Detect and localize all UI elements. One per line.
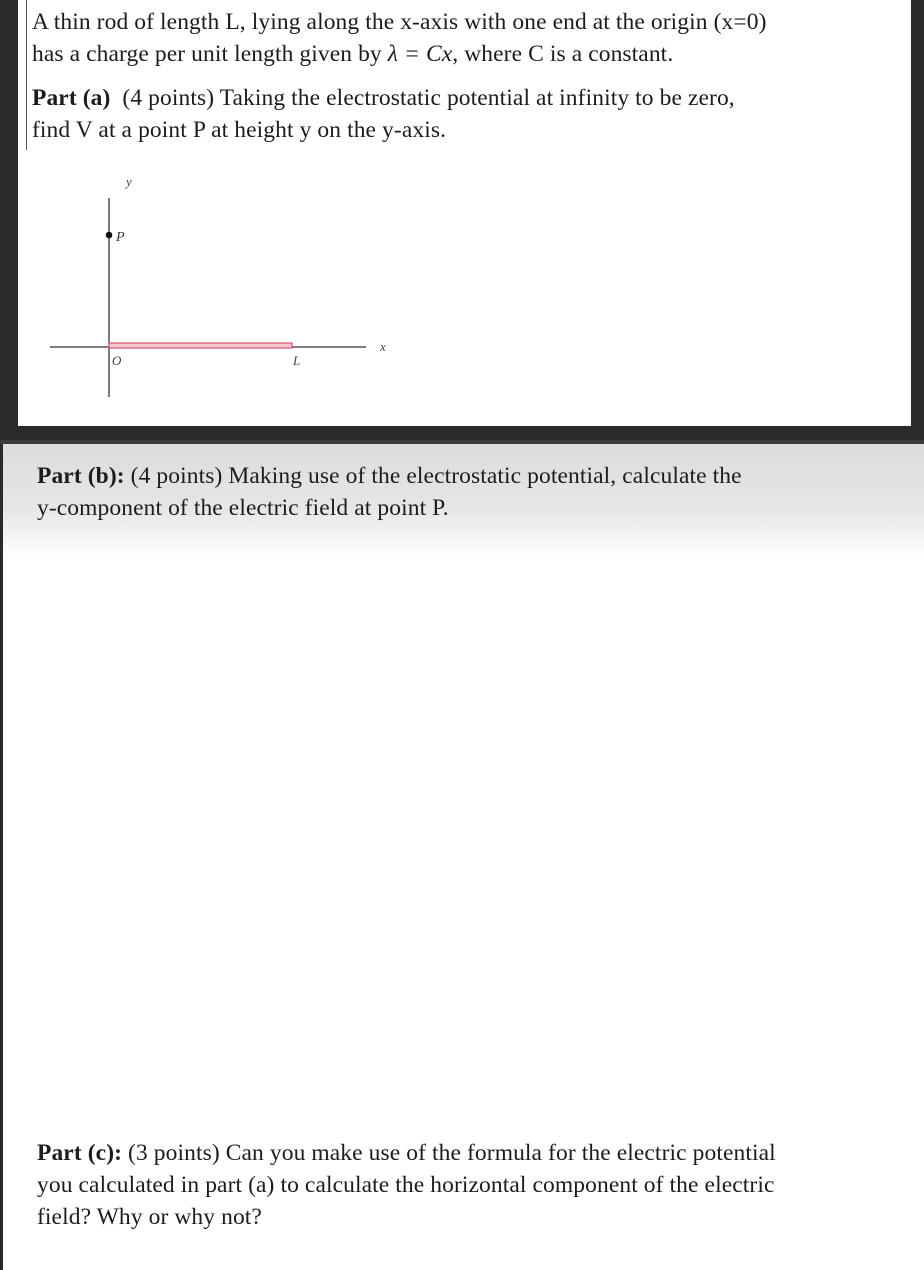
intro-line-2-text: has a charge per unit length given by — [32, 41, 388, 67]
charged-rod — [109, 343, 292, 348]
part-a-text: (4 points) Taking the electrostatic potential at infinity to be zero, — [122, 85, 735, 111]
part-c-question — [37, 1137, 776, 1233]
rod-diagram — [48, 170, 388, 405]
problem-panel-top — [18, 0, 911, 426]
panel-left-edge — [0, 444, 3, 1270]
intro-line-2 — [32, 38, 767, 70]
x-axis-label: x — [380, 339, 386, 354]
point-p-label: P — [116, 230, 125, 245]
part-b-line-2: y-component of the electric field at point P. — [37, 495, 449, 521]
part-c-line-1 — [37, 1137, 776, 1169]
intro-line-2-tail: , where C is a constant. — [452, 41, 674, 67]
problem-intro — [32, 6, 767, 70]
part-b-question — [37, 460, 742, 524]
part-c-label: Part (c): — [37, 1140, 123, 1166]
problem-panel-bottom — [0, 444, 924, 1270]
part-b-line-1 — [37, 460, 742, 492]
part-b-label: Part (b): — [37, 463, 125, 489]
y-axis-label: y — [126, 174, 132, 189]
screenshot-top-frame — [0, 0, 924, 440]
panel-left-rule — [26, 0, 27, 150]
part-c-line-2: you calculated in part (a) to calculate the horizontal component of the electric — [37, 1172, 775, 1198]
origin-label: O — [112, 353, 122, 368]
intro-line-1: A thin rod of length L, lying along the x-axis with one end at the origin (x=0) — [32, 9, 767, 35]
part-a-line-1 — [32, 82, 735, 114]
length-label: L — [293, 353, 301, 368]
part-b-text: (4 points) Making use of the electrostatic potential, calculate the — [130, 463, 742, 489]
charge-density-formula: λ = Cx — [387, 41, 453, 67]
part-a-line-2: find V at a point P at height y on the y-axis. — [32, 117, 447, 143]
part-c-text: (3 points) Can you make use of the formula for the electric potential — [128, 1140, 776, 1166]
part-a-question — [32, 82, 735, 146]
part-a-label: Part (a) — [32, 85, 111, 111]
part-c-line-3: field? Why or why not? — [37, 1204, 262, 1230]
point-p-marker — [106, 232, 113, 239]
